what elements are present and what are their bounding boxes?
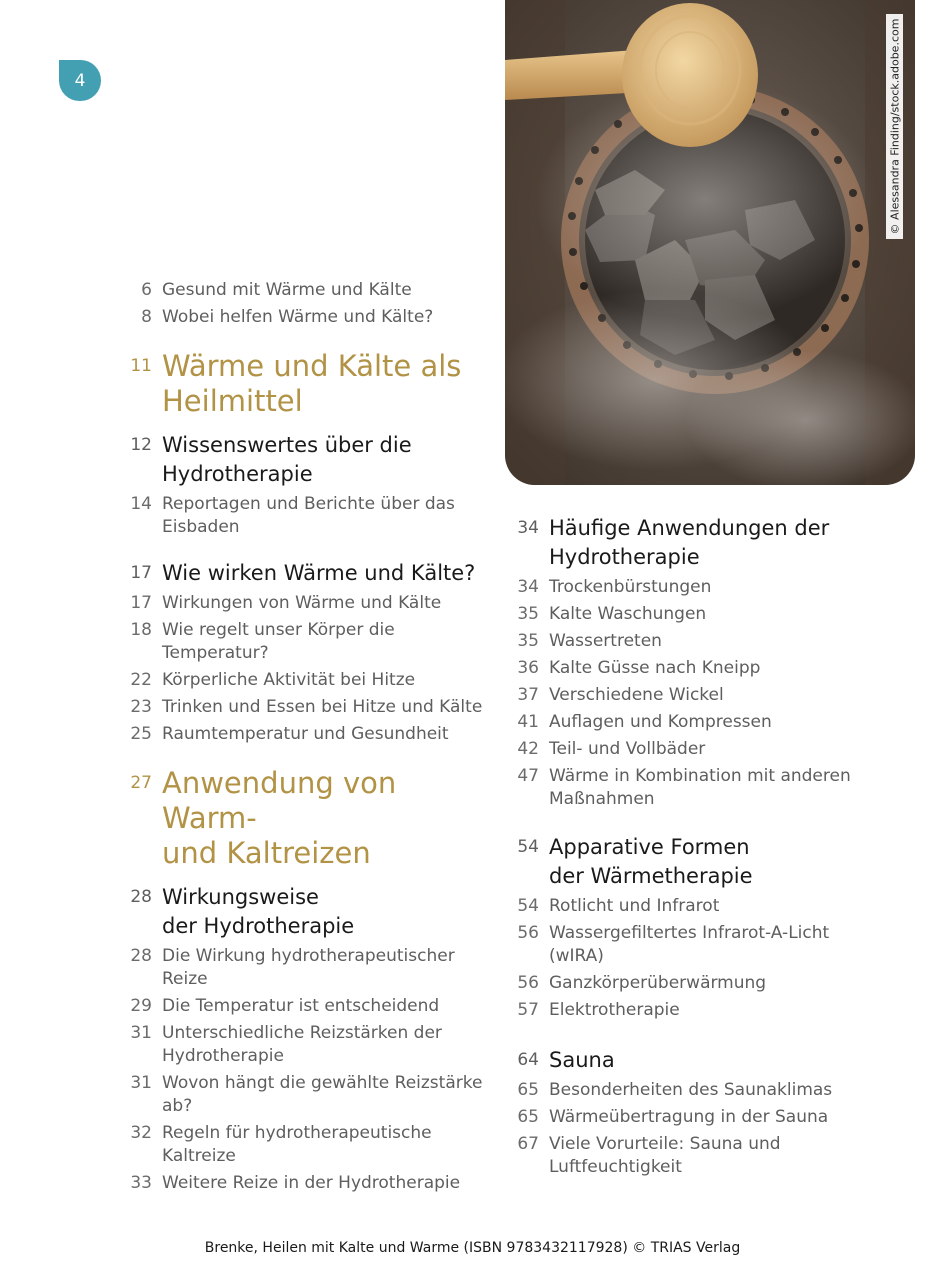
toc-title: Weitere Reize in der Hydrotherapie xyxy=(162,1173,461,1193)
toc-entry xyxy=(507,972,867,995)
toc-page-number: 6 xyxy=(141,280,152,300)
toc-title: Wissenswertes über die Hydrotherapie xyxy=(162,433,412,486)
toc-entry xyxy=(120,883,490,941)
toc-title: Wärmeübertragung in der Sauna xyxy=(549,1107,829,1127)
toc-page-number: 57 xyxy=(517,1000,539,1020)
toc-title: Unterschiedliche Reizstärken der Hydrotherapie xyxy=(162,1023,442,1066)
toc-page-number: 35 xyxy=(517,631,539,651)
toc-title: Auflagen und Kompressen xyxy=(549,712,772,732)
toc-entry xyxy=(120,1122,490,1168)
toc-title: Wobei helfen Wärme und Kälte? xyxy=(162,307,434,327)
toc-title: Sauna xyxy=(549,1048,615,1072)
toc-page-number: 56 xyxy=(517,973,539,993)
toc-page-number: 47 xyxy=(517,766,539,786)
page-number-badge xyxy=(59,60,101,101)
toc-entry xyxy=(507,711,867,734)
toc-entry xyxy=(120,723,490,746)
toc-entry xyxy=(120,493,490,539)
toc-title: Teil- und Vollbäder xyxy=(549,739,706,759)
toc-page-number: 36 xyxy=(517,658,539,678)
toc-entry xyxy=(120,592,490,615)
toc-page-number: 37 xyxy=(517,685,539,705)
toc-page-number: 34 xyxy=(517,518,539,538)
toc-entry xyxy=(507,1106,867,1129)
toc-title: Wie wirken Wärme und Kälte? xyxy=(162,561,476,585)
toc-title: Häufige Anwendungen der Hydrotherapie xyxy=(549,516,830,569)
toc-page-number: 32 xyxy=(130,1123,152,1143)
toc-title: Gesund mit Wärme und Kälte xyxy=(162,280,412,300)
toc-title: Anwendung von Warm- und Kaltreizen xyxy=(162,766,397,870)
toc-page-number: 31 xyxy=(130,1073,152,1093)
toc-title: Raumtemperatur und Gesundheit xyxy=(162,724,449,744)
toc-entry xyxy=(507,922,867,968)
toc-entry xyxy=(120,995,490,1018)
toc-page-number: 35 xyxy=(517,604,539,624)
toc-entry xyxy=(507,630,867,653)
toc-title: Kalte Waschungen xyxy=(549,604,707,624)
toc-title: Wirkungen von Wärme und Kälte xyxy=(162,593,442,613)
toc-title: Wie regelt unser Körper die Temperatur? xyxy=(162,620,395,663)
toc-entry xyxy=(507,514,867,572)
toc-page-number: 28 xyxy=(130,887,152,907)
toc-title: Besonderheiten des Saunaklimas xyxy=(549,1080,833,1100)
toc-entry xyxy=(120,279,490,302)
toc-title: Wirkungsweise der Hydrotherapie xyxy=(162,885,355,938)
sauna-photo xyxy=(505,0,915,485)
toc-entry xyxy=(120,306,490,329)
toc-page-number: 28 xyxy=(130,946,152,966)
toc-title: Elektrotherapie xyxy=(549,1000,680,1020)
toc-page-number: 11 xyxy=(130,356,152,376)
toc-entry xyxy=(507,765,867,811)
toc-title: Die Wirkung hydrotherapeutischer Reize xyxy=(162,946,455,989)
toc-entry xyxy=(507,1133,867,1179)
toc-page-number: 12 xyxy=(130,435,152,455)
toc-title: Wärme in Kombination mit anderen Maßnahmen xyxy=(549,766,851,809)
toc-title: Wassertreten xyxy=(549,631,662,651)
toc-title: Reportagen und Berichte über das Eisbaden xyxy=(162,494,455,537)
toc-entry xyxy=(120,669,490,692)
toc-entry xyxy=(120,696,490,719)
toc-page-number: 18 xyxy=(130,620,152,640)
toc-page-number: 22 xyxy=(130,670,152,690)
toc-page-number: 25 xyxy=(130,724,152,744)
toc-title: Die Temperatur ist entscheidend xyxy=(162,996,440,1016)
toc-entry xyxy=(507,1079,867,1102)
toc-page-number: 27 xyxy=(130,773,152,793)
toc-page-number: 65 xyxy=(517,1107,539,1127)
toc-page-number: 8 xyxy=(141,307,152,327)
toc-title: Kalte Güsse nach Kneipp xyxy=(549,658,761,678)
toc-title: Trockenbürstungen xyxy=(549,577,712,597)
toc-entry xyxy=(507,684,867,707)
toc-title: Wassergefiltertes Infrarot-A-Licht (wIRA) xyxy=(549,923,830,966)
toc-page-number: 17 xyxy=(130,593,152,613)
toc-page-number: 64 xyxy=(517,1050,539,1070)
toc-entry xyxy=(120,619,490,665)
toc-page-number: 65 xyxy=(517,1080,539,1100)
page-number: 4 xyxy=(74,70,86,91)
toc-page-number: 17 xyxy=(130,563,152,583)
toc-entry xyxy=(120,559,490,588)
toc-entry xyxy=(120,349,490,419)
toc-entry xyxy=(507,576,867,599)
toc-title: Verschiedene Wickel xyxy=(549,685,724,705)
toc-entry xyxy=(507,1046,867,1075)
toc-page-number: 14 xyxy=(130,494,152,514)
toc-entry xyxy=(507,603,867,626)
toc-entry xyxy=(507,738,867,761)
toc-title: Ganzkörperüberwärmung xyxy=(549,973,767,993)
toc-entry xyxy=(507,833,867,891)
toc-page-number: 54 xyxy=(517,896,539,916)
toc-entry xyxy=(120,766,490,871)
toc-entry xyxy=(507,999,867,1022)
toc-page-number: 67 xyxy=(517,1134,539,1154)
toc-entry xyxy=(120,1172,490,1195)
toc-page-number: 42 xyxy=(517,739,539,759)
toc-page-number: 41 xyxy=(517,712,539,732)
toc-title: Körperliche Aktivität bei Hitze xyxy=(162,670,416,690)
toc-page-number: 23 xyxy=(130,697,152,717)
toc-title: Trinken und Essen bei Hitze und Kälte xyxy=(162,697,483,717)
toc-entry xyxy=(507,895,867,918)
toc-title: Viele Vorurteile: Sauna und Luftfeuchtigkeit xyxy=(549,1134,781,1177)
toc-entry xyxy=(120,1072,490,1118)
photo-credit: © Alessandra Finding/stock.adobe.com xyxy=(886,14,903,239)
toc-title: Apparative Formen der Wärmetherapie xyxy=(549,835,753,888)
toc-entry xyxy=(120,1022,490,1068)
toc-title: Wovon hängt die gewählte Reizstärke ab? xyxy=(162,1073,483,1116)
toc-title: Regeln für hydrotherapeutische Kaltreize xyxy=(162,1123,432,1166)
toc-title: Rotlicht und Infrarot xyxy=(549,896,720,916)
toc-entry xyxy=(120,945,490,991)
toc-page-number: 33 xyxy=(130,1173,152,1193)
toc-page-number: 54 xyxy=(517,837,539,857)
footer-citation: Brenke, Heilen mit Kalte und Warme (ISBN 9783432117928) © TRIAS Verlag xyxy=(204,1240,741,1256)
toc-title: Wärme und Kälte als Heilmittel xyxy=(162,349,462,418)
toc-page-number: 29 xyxy=(130,996,152,1016)
toc-page-number: 56 xyxy=(517,923,539,943)
toc-entry xyxy=(507,657,867,680)
toc-right-column xyxy=(507,514,867,1179)
toc-left-column xyxy=(120,279,490,1195)
toc-page-number: 31 xyxy=(130,1023,152,1043)
toc-entry xyxy=(120,431,490,489)
toc-page-number: 34 xyxy=(517,577,539,597)
